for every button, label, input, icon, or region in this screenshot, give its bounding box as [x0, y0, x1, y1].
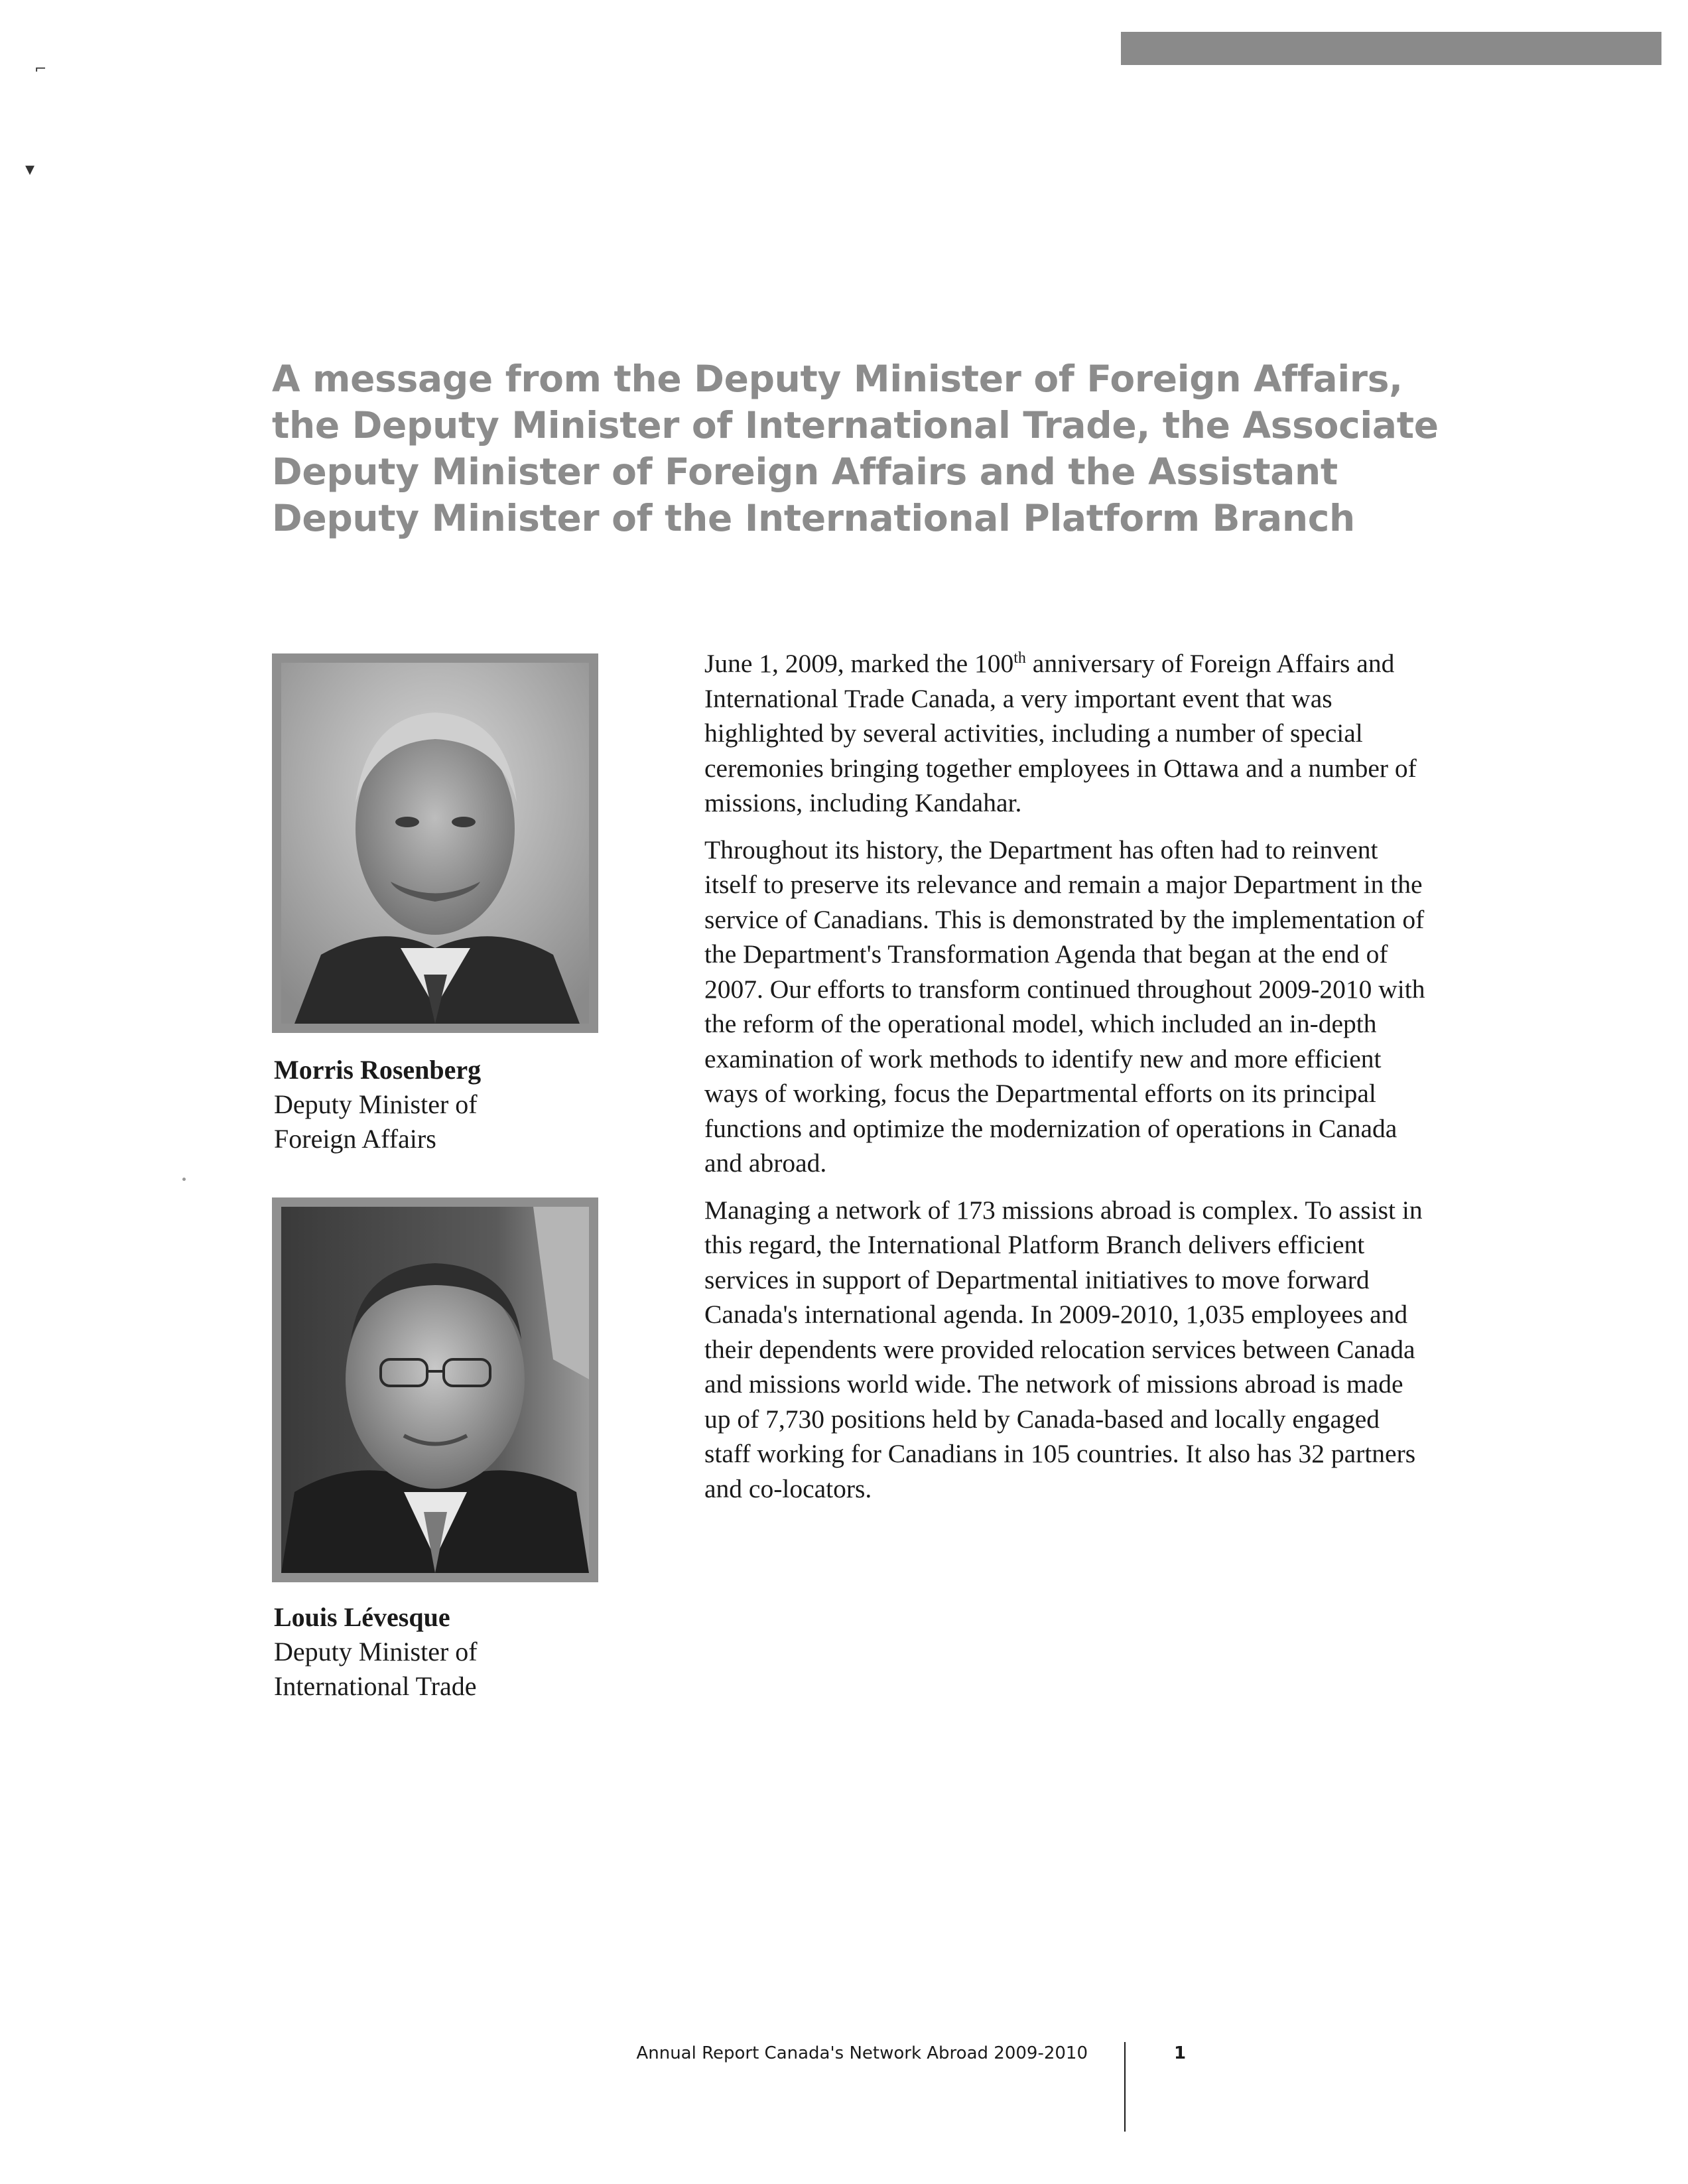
person-role: Foreign Affairs — [274, 1124, 436, 1154]
message-body — [704, 646, 1427, 1518]
header-bar — [1121, 32, 1661, 65]
caption-louis-levesque — [274, 1600, 586, 1704]
person-name: Morris Rosenberg — [274, 1055, 482, 1085]
portrait-photo-morris-rosenberg — [272, 653, 598, 1033]
person-name: Louis Lévesque — [274, 1602, 450, 1632]
portrait-image — [281, 1207, 589, 1573]
footer-report-title: Annual Report Canada's Network Abroad 2009-2010 — [636, 2043, 1088, 2063]
scan-mark: ⌐ — [34, 61, 47, 78]
caption-morris-rosenberg — [274, 1053, 586, 1156]
scan-mark: ▾ — [25, 158, 35, 180]
paragraph — [704, 646, 1427, 821]
person-role: International Trade — [274, 1671, 477, 1701]
portrait-photo-louis-levesque — [272, 1197, 598, 1582]
superscript: th — [1013, 649, 1026, 667]
person-role: Deputy Minister of — [274, 1089, 478, 1119]
portrait-image — [281, 663, 589, 1024]
scan-speck — [182, 1178, 186, 1181]
person-role: Deputy Minister of — [274, 1637, 478, 1667]
paragraph: Throughout its history, the Department has often had to reinvent itself to preserve its relevance and remain a major Department in the service of Canadians. This is demonstrated by the implementation of the Department's Transformation Agenda that began at the end of 2007. Our efforts to transform continued throughout 2009-2010 with the reform of the operational model, which included an in-depth examination of work methods to identify new and more efficient ways of working, focus the Departmental efforts on its principal functions and optimize the modernization of operations in Canada and abroad. — [704, 835, 1425, 1178]
footer-divider — [1124, 2042, 1126, 2132]
paragraph: Managing a network of 173 missions abroad is complex. To assist in this regard, the International Platform Branch delivers efficient services in support of Departmental initiatives to move forward Canada's international agenda. In 2009-2010, 1,035 employees and their dependents were provided relocation services between Canada and missions world wide. The network of missions abroad is made up of 7,730 positions held by Canada-based and locally engaged staff working for Canadians in 105 countries. It also has 32 partners and co-locators. — [704, 1195, 1423, 1503]
paragraph-text: anniversary of Foreign Affairs and International Trade Canada, a very important event that was highlighted by several activities, including a number of special ceremonies bringing together employees in Ottawa and a number of missions, including Kandahar. — [704, 649, 1417, 817]
paragraph-text: June 1, 2009, marked the 100 — [704, 649, 1014, 678]
page-number: 1 — [1174, 2043, 1187, 2063]
page-title: A message from the Deputy Minister of Foreign Affairs, the Deputy Minister of International Trade, the Associate Deputy Minister of Foreign Affairs and the Assistant Deputy Minister of the International Platform Branch — [272, 358, 1439, 539]
